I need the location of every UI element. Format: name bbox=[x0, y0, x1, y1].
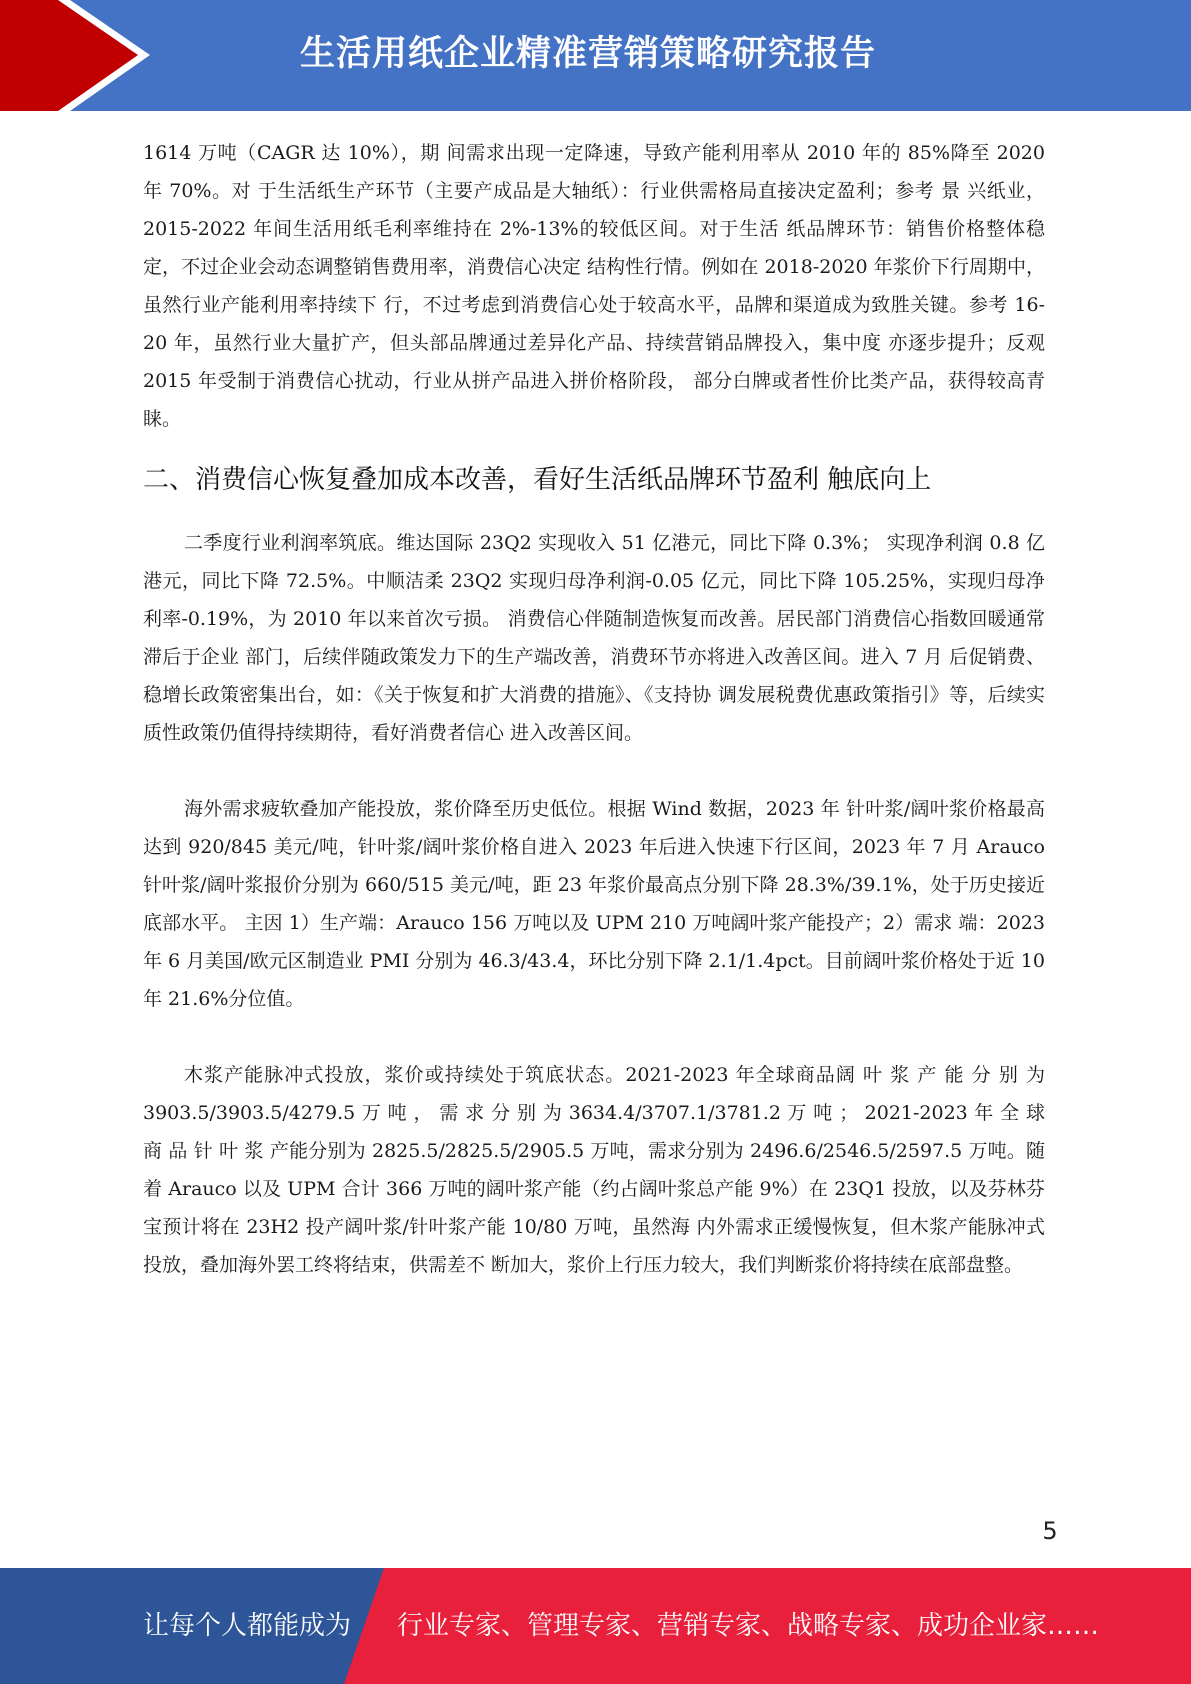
page-header bbox=[0, 0, 1191, 111]
header-arrow-icon bbox=[0, 0, 160, 111]
paragraph-pulp-price: 海外需求疲软叠加产能投放，浆价降至历史低位。根据 Wind 数据，2023 年 针叶浆/阔叶浆价格最高达到 920/845 美元/吨，针叶浆/阔叶浆价格自进入 2023 年后进入快速下行区间，2023 年 7 月 Arauco 针叶浆/阔叶浆报价分别为 660/515 美元/吨，距 23 年浆价最高点分别下降 28.3%/39.1%，处于历史接近底部水平。 主因 1）生产端：Arauco 156 万吨以及 UPM 210 万吨阔叶浆产能投产；2）需求 端：2023 年 6 月美国/欧元区制造业 PMI 分别为 46.3/43.4，环比分别下降 2.1/1.4pct。目前阔叶浆价格处于近 10 年 21.6%分位值。 bbox=[143, 798, 1045, 1010]
section-heading: 二、消费信心恢复叠加成本改善，看好生活纸品牌环节盈利 触底向上 bbox=[143, 465, 932, 495]
paragraph-profit: 二季度行业利润率筑底。维达国际 23Q2 实现收入 51 亿港元，同比下降 0.3%； 实现净利润 0.8 亿港元，同比下降 72.5%。中顺洁柔 23Q2 实现归母净利润-0.05 亿元，同比下降 105.25%，实现归母净利率-0.19%，为 2010 年以来首次亏损。 消费信心伴随制造恢复而改善。居民部门消费信心指数回暖通常滞后于企业 部门，后续伴随政策发力下的生产端改善，消费环节亦将进入改善区间。进入 7 月 后促销费、稳增长政策密集出台，如：《关于恢复和扩大消费的措施》、《支持协 调发展税费优惠政策指引》等，后续实质性政策仍值得持续期待，看好消费者信心 进入改善区间。 bbox=[143, 532, 1045, 744]
paragraph-spacer bbox=[143, 1018, 1045, 1056]
paragraph-capacity: 1614 万吨（CAGR 达 10%），期 间需求出现一定降速，导致产能利用率从 2010 年的 85%降至 2020 年 70%。对 于生活纸生产环节（主要产成品是大轴纸）：行业供需格局直接决定盈利；参考 景 兴纸业，2015-2022 年间生活用纸毛利率维持在 2%-13%的较低区间。对于生活 纸品牌环节：销售价格整体稳定，不过企业会动态调整销售费用率，消费信心决定 结构性行情。例如在 2018-2020 年浆价下行周期中，虽然行业产能利用率持续下 行，不过考虑到消费信心处于较高水平，品牌和渠道成为致胜关键。参考 16-20 年，虽然行业大量扩产，但头部品牌通过差异化产品、持续营销品牌投入，集中度 亦逐步提升；反观 2015 年受制于消费信心扰动，行业从拼产品进入拼价格阶段， 部分白牌或者性价比类产品，获得较高青睐。 bbox=[143, 142, 1045, 430]
report-title: 生活用纸企业精准营销策略研究报告 bbox=[300, 34, 877, 74]
main-content bbox=[143, 134, 1045, 1284]
paragraph-spacer bbox=[143, 752, 1045, 790]
page-footer bbox=[0, 1568, 1191, 1684]
paragraph-pulp-capacity: 木浆产能脉冲式投放，浆价或持续处于筑底状态。2021-2023 年全球商品阔 叶 浆 产 能 分 别 为 3903.5/3903.5/4279.5 万 吨 ， 需 求 分 别 为 3634.4/3707.1/3781.2 万 吨 ； 2021-2023 年 全 球 商 品 针 叶 浆 产能分别为 2825.5/2825.5/2905.5 万吨，需求分别为 2496.6/2546.5/2597.5 万吨。随着 Arauco 以及 UPM 合计 366 万吨的阔叶浆产能（约占阔叶浆总产能 9%）在 23Q1 投放，以及芬林芬宝预计将在 23H2 投产阔叶浆/针叶浆产能 10/80 万吨，虽然海 内外需求正缓慢恢复，但木浆产能脉冲式投放，叠加海外罢工终将结束，供需差不 断加大，浆价上行压力较大，我们判断浆价将持续在底部盘整。 bbox=[143, 1064, 1045, 1276]
footer-slogan-right: 行业专家、管理专家、营销专家、战略专家、成功企业家…… bbox=[397, 1611, 1100, 1641]
page-number: 5 bbox=[1042, 1517, 1058, 1545]
footer-slogan-left: 让每个人都能成为 bbox=[143, 1611, 352, 1641]
